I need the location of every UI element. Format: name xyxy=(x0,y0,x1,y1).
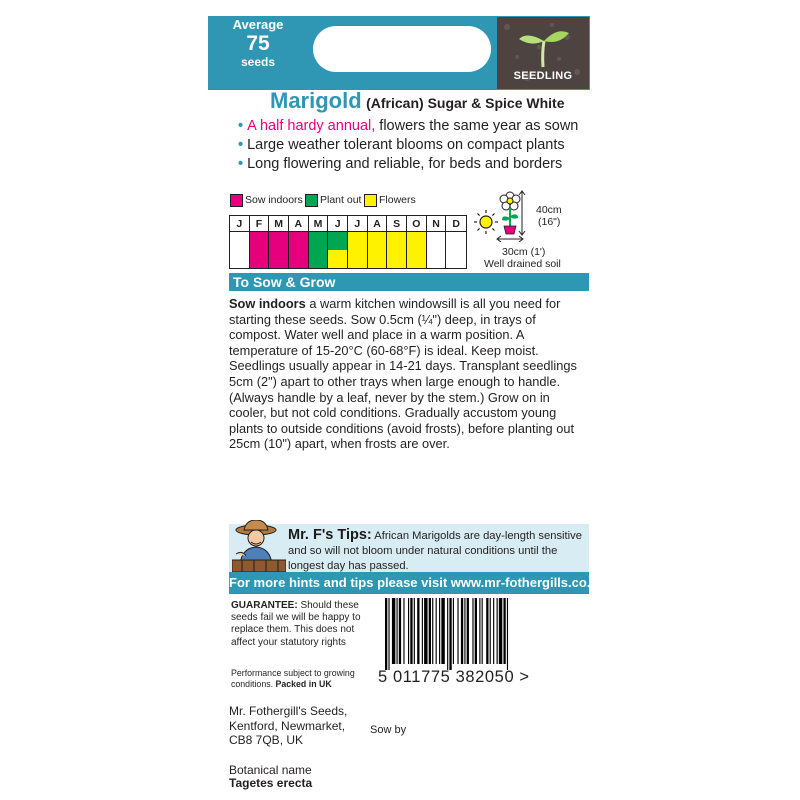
jun-plant-fill xyxy=(328,232,347,250)
gardener-illustration xyxy=(232,520,286,572)
sowing-calendar xyxy=(229,215,467,269)
jun-flower-fill xyxy=(328,250,347,268)
month-cell-aug xyxy=(368,232,388,268)
tips-title: Mr. F's Tips: xyxy=(288,527,372,543)
company-address xyxy=(229,704,347,748)
month-header: M xyxy=(309,216,329,232)
legend-sow-label: Sow indoors xyxy=(245,194,303,206)
month-cell-jun xyxy=(328,232,348,268)
title-main: Marigold xyxy=(270,88,362,113)
bullet-3: • Long flowering and reliable, for beds and borders xyxy=(238,156,563,172)
month-cell-sep xyxy=(387,232,407,268)
month-header: F xyxy=(250,216,270,232)
guarantee-text xyxy=(231,600,371,649)
tips-text xyxy=(288,528,588,574)
address-line-2: Kentford, Newmarket, xyxy=(229,718,346,733)
seedling-label: SEEDLING xyxy=(513,70,573,82)
month-header: M xyxy=(269,216,289,232)
height-metric: 40cm xyxy=(536,204,562,216)
height-imperial: (16") xyxy=(538,216,561,228)
month-header: N xyxy=(427,216,447,232)
soil-type: Well drained soil xyxy=(484,258,561,270)
legend-flowers-label: Flowers xyxy=(379,194,416,206)
average-seeds-badge xyxy=(214,18,302,80)
sow-by-label: Sow by xyxy=(370,724,407,736)
guarantee-lead: GUARANTEE: xyxy=(231,600,298,611)
performance-text: Performance subject to growing conditions. xyxy=(231,668,355,689)
performance-note xyxy=(231,668,371,689)
barcode-number: 5 011775 382050 > xyxy=(378,668,530,686)
seed-count: 75 xyxy=(246,32,270,55)
flower-size-icon xyxy=(496,190,536,242)
month-cell-jan xyxy=(230,232,250,268)
website-banner: For more hints and tips please visit www.mr-fothergills.co.uk xyxy=(229,572,589,594)
title-sub: (African) Sugar & Spice White xyxy=(366,95,565,111)
sow-text: a warm kitchen windowsill is all you need for starting these seeds. Sow 0.5cm (¼") deep, in trays of compost. Water well and place in a warm position. A temperature of 15-20°C (60-68°F) is ideal. Keep moist. Seedlings usually appear in 14-21 days. Transplant seedlings 5cm (2") apart to other trays when large enough to handle. (Always handle by a leaf, never by the stem.) Grow on in cooler, but not cold conditions. Gradually accustom young plants to outside conditions (avoid frosts), before planting out 25cm (10") apart, when frosts are over. xyxy=(229,296,577,452)
bullet-3-text: Long flowering and reliable, for beds and borders xyxy=(247,156,563,172)
month-cell-may xyxy=(309,232,329,268)
address-line-3: CB8 7QB, UK xyxy=(229,733,304,747)
month-cell-jul xyxy=(348,232,368,268)
month-header: J xyxy=(328,216,348,232)
product-title xyxy=(270,88,564,114)
plant-info xyxy=(470,190,590,270)
bullet-1: • A half hardy annual, flowers the same year as sown xyxy=(238,118,579,134)
guarantee-body: Should these seeds fail we will be happy to replace them. This does not affect your statutory rights xyxy=(231,600,361,648)
month-header: J xyxy=(230,216,250,232)
botanical-species: Tagetes erecta xyxy=(229,776,313,790)
sow-grow-instructions xyxy=(229,296,589,452)
bullet-2: • Large weather tolerant blooms on compact plants xyxy=(238,137,565,153)
month-cell-feb xyxy=(250,232,270,268)
sow-grow-heading: To Sow & Grow xyxy=(229,273,589,291)
sow-lead: Sow indoors xyxy=(229,296,306,311)
barcode xyxy=(383,598,563,670)
legend-plant-label: Plant out xyxy=(320,194,362,206)
address-line-1: Mr. Fothergill's Seeds, xyxy=(229,704,348,718)
month-header: A xyxy=(368,216,388,232)
bullet-2-text: Large weather tolerant blooms on compact plants xyxy=(247,137,565,153)
spread: 30cm (1') xyxy=(502,246,546,258)
seeds-label: seeds xyxy=(240,55,276,69)
month-cell-mar xyxy=(269,232,289,268)
botanical-label: Botanical name xyxy=(229,763,312,777)
botanical-name xyxy=(229,764,312,790)
bullet-1-text: flowers the same year as sown xyxy=(375,118,579,134)
month-header: D xyxy=(446,216,466,232)
month-header: O xyxy=(407,216,427,232)
packet-window xyxy=(313,26,491,72)
month-header: A xyxy=(289,216,309,232)
tips-body: African Marigolds are day-length sensitive and so will not bloom under natural conditions until the longest day has passed. xyxy=(288,530,582,572)
packed-in: Packed in UK xyxy=(275,678,332,689)
month-header: J xyxy=(348,216,368,232)
month-cell-nov xyxy=(427,232,447,268)
legend-plant-swatch xyxy=(305,194,318,207)
legend-flowers-swatch xyxy=(364,194,377,207)
legend-sow-swatch xyxy=(230,194,243,207)
bullet-1-highlight: A half hardy annual, xyxy=(247,118,376,134)
month-cell-dec xyxy=(446,232,466,268)
month-cell-oct xyxy=(407,232,427,268)
month-cell-apr xyxy=(289,232,309,268)
average-label: Average xyxy=(232,17,284,32)
month-header: S xyxy=(387,216,407,232)
